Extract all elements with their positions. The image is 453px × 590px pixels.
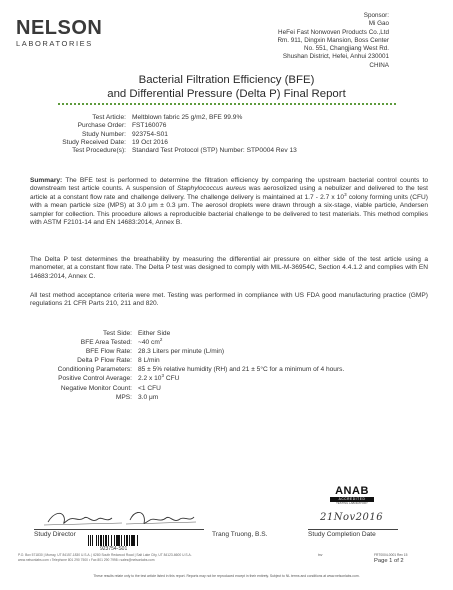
study-info-value: 923754-S01: [132, 130, 168, 138]
disclaimer: These results relate only to the test article listed in this report. Reports may not be reproduced except in their entirety. Subject to NL terms and conditions at www.nelsonlabs.com.: [93, 574, 360, 578]
result-key: Negative Monitor Count:: [60, 384, 132, 392]
study-info-row: [30, 114, 297, 122]
study-info-key: Purchase Order:: [77, 122, 126, 130]
result-value: 85 ± 5% relative humidity (RH) and 21 ± 5°C for a minimum of 4 hours.: [138, 366, 345, 374]
result-value-text: ~40 cm: [138, 339, 160, 347]
result-superscript: 2: [159, 336, 163, 342]
nelson-labs-logo: [16, 18, 116, 48]
result-value: 8 L/min: [138, 357, 160, 365]
results-list: [30, 329, 344, 402]
study-info-value: 19 Oct 2016: [132, 138, 168, 146]
study-info-key: Test Article:: [92, 114, 126, 121]
study-director-label: Study Director: [34, 531, 76, 538]
study-info-row: [30, 131, 297, 139]
sponsor-line: Shushan District, Hefei, Anhui 230001: [282, 53, 389, 61]
result-superscript: 3: [161, 373, 164, 379]
completion-date-label: Study Completion Date: [308, 531, 376, 538]
barcode-bar: [138, 535, 139, 546]
logo-subtitle: LABORATORIES: [16, 39, 93, 48]
handwritten-date: 21Nov2016: [320, 512, 384, 523]
barcode-number: 923754-S01: [100, 546, 128, 552]
result-value: 28.3 Liters per minute (L/min): [138, 348, 225, 356]
study-info-value: FST160076: [132, 122, 167, 130]
result-row: [30, 329, 344, 338]
footer-address: [18, 553, 192, 563]
result-value: [138, 338, 162, 347]
result-row: [30, 356, 344, 365]
signature-line: [34, 529, 204, 530]
study-info-key: Study Number:: [82, 130, 126, 138]
study-info-row: [30, 139, 297, 147]
result-value: <1 CFU: [138, 384, 161, 392]
study-info-key: Study Received Date:: [62, 138, 126, 146]
study-barcode: [88, 535, 160, 546]
result-value: 3.0 μm: [138, 393, 159, 401]
study-info-row: [30, 122, 297, 130]
result-value-unit: CFU: [163, 375, 180, 383]
sponsor-line: No. 551, Changjiang West Rd.: [304, 45, 389, 53]
summary-text-c: colony forming units (CFU) with a mean particle size (MPS) at 3.0 μm ± 0.3 μm. The aerosol droplets were drawn through a six-stage, viable particle, Andersen sampler for collection. This procedure allows a reproducible bacterial challenge to be delivered to test materials. This method complies with ASTM F2101-14 and EN 14683:2014, Annex B.: [30, 193, 428, 227]
gmp-paragraph: All test method acceptance criteria were met. Testing was performed in compliance with US FDA good manufacturing practice (GMP) regulations 21 CFR Parts 210, 211 and 820.: [30, 292, 428, 308]
logo-wordmark: NELSON: [16, 17, 103, 39]
result-row: [30, 347, 344, 356]
sponsor-line: HeFei Fast Nonwoven Products Co.,Ltd: [278, 28, 389, 36]
footer-doc-id: FRT0004-0001 Rev 15: [374, 553, 408, 557]
report-title-line2: and Differential Pressure (Delta P) Final Report: [107, 87, 346, 100]
sponsor-line: Sponsor:: [363, 12, 389, 19]
handwritten-signature: [34, 508, 204, 530]
result-row: [30, 338, 344, 347]
result-key: BFE Flow Rate:: [85, 348, 132, 356]
result-row: [30, 365, 344, 374]
anab-band: ACCREDITED: [330, 497, 374, 502]
summary-text-b: was aerosolized using a nebulizer and delivered to the test article at a constant flow rate and challenge delivery. The challenge delivery is maintained at 1.7 - 2.7 x 10: [30, 185, 428, 201]
footer-address-line: P.O. Box 571830 | Murray, UT 84157-1830 U.S.A. | 6280 South Redwood Road | Salt Lake City, UT 84123-6600 U.S.A.: [18, 553, 192, 557]
report-title-line1: Bacterial Filtration Efficiency (BFE): [138, 74, 315, 86]
result-row: [30, 393, 344, 402]
summary-label: Summary:: [30, 177, 63, 184]
result-value-text: 2.2 x 10: [138, 375, 162, 383]
result-key: Positive Control Average:: [58, 375, 132, 383]
footer-initials: tnv: [318, 553, 323, 557]
result-row: [30, 374, 344, 383]
study-info-value: Meltblown fabric 25 g/m2, BFE 99.9%: [132, 114, 243, 121]
anab-caption: TESTING LABORATORY: [336, 500, 368, 505]
study-info-key: Test Procedure(s):: [72, 147, 126, 155]
sponsor-line: Rm. 911, Dingxin Mansion, Boss Center: [277, 36, 389, 44]
study-info-row: [30, 147, 297, 155]
result-key: MPS:: [115, 393, 132, 401]
footer-contact-line: www.nelsonlabs.com • Telephone 801 290 7500 • Fax 801 290 7998 • sales@nelsonlabs.com: [18, 558, 155, 562]
report-title: [0, 74, 453, 101]
result-value: Either Side: [138, 330, 171, 337]
sponsor-line: Mi Gao: [368, 20, 389, 28]
summary-organism: Staphylococcus aureus: [176, 185, 247, 193]
sponsor-line: CHINA: [369, 61, 389, 69]
delta-p-paragraph: The Delta P test determines the breathability by measuring the differential air pressure on either side of the test article using a manometer, at a constant flow rate. The Delta P test was designed to comply with MIL-M-36954C, Section 4.4.1.2 and complies with EN 14683:2014, Annex C.: [30, 256, 428, 280]
result-key: Delta P Flow Rate:: [77, 357, 132, 365]
page-number: Page 1 of 2: [374, 558, 404, 564]
result-key: Test Side:: [103, 330, 132, 337]
summary-paragraph: [30, 177, 428, 227]
result-value: [138, 374, 179, 383]
date-line: [308, 529, 398, 530]
dotted-divider: [58, 103, 396, 105]
anab-wordmark: ANAB: [335, 485, 369, 497]
result-row: [30, 384, 344, 393]
study-info-value: Standard Test Protocol (STP) Number: STP0004 Rev 13: [132, 147, 297, 155]
summary-text-a: The BFE test is performed to determine the filtration efficiency by comparing the upstream bacterial control counts to downstream test article counts. A suspension of: [30, 177, 428, 193]
result-key: Conditioning Parameters:: [57, 366, 132, 374]
study-director-name: Trang Truong, B.S.: [212, 531, 268, 538]
summary-exponent: 3: [344, 191, 347, 197]
anab-accreditation-logo: [330, 478, 374, 508]
result-key: BFE Area Tested:: [80, 339, 132, 347]
study-info: [30, 114, 297, 155]
sponsor-address: [189, 12, 389, 70]
